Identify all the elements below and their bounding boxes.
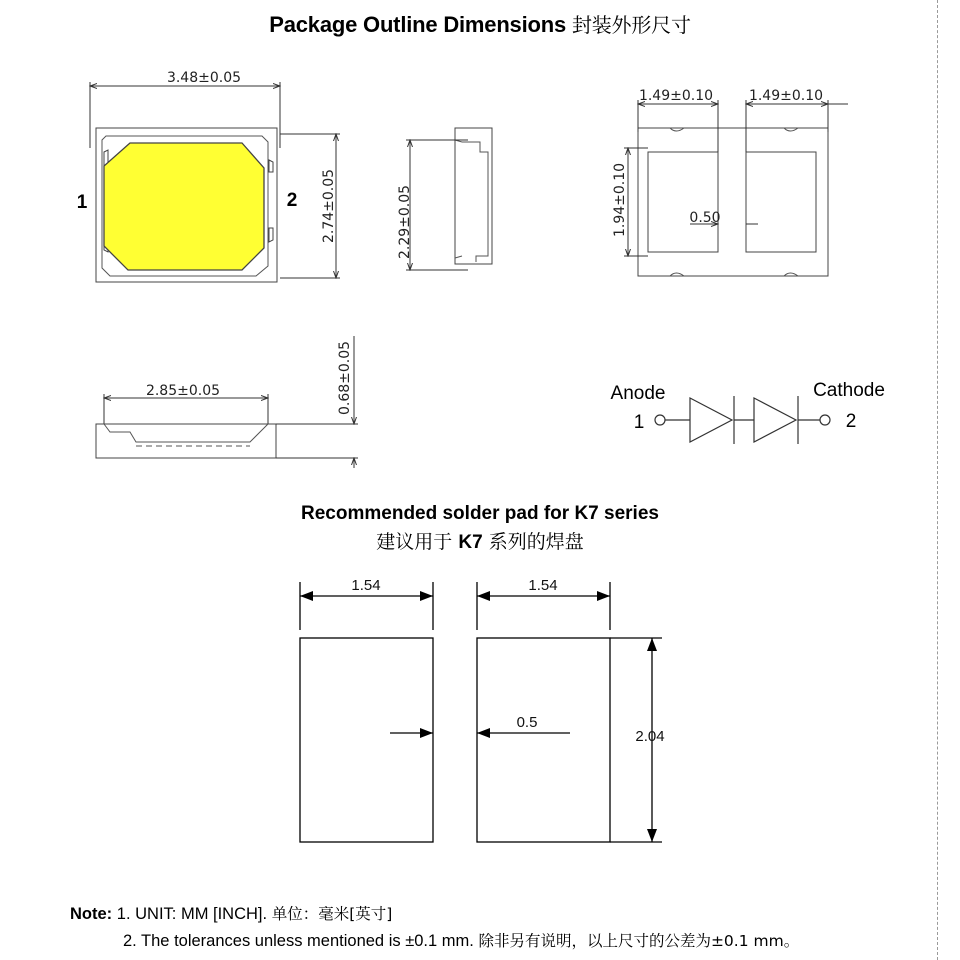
solder-pad-title-cn	[0, 527, 960, 554]
side-body	[455, 128, 492, 264]
note-label: Note:	[70, 905, 113, 923]
anode-terminal	[655, 415, 665, 425]
page-title-en: Package Outline Dimensions	[269, 12, 567, 37]
diode-triangle-1	[690, 398, 732, 442]
top-view-width-label: 3.48±0.05	[166, 70, 242, 86]
solder-pad-height-label: 2.04	[635, 728, 665, 745]
pin-2-label: 2	[286, 190, 298, 211]
bottom-pad-left-width-label: 1.49±0.10	[638, 88, 714, 104]
front-body	[96, 424, 276, 458]
cathode-terminal	[820, 415, 830, 425]
bottom-gap-label: 0.50	[689, 210, 721, 226]
note-1-cn: 单位：毫米[英寸]	[271, 905, 393, 923]
front-length-label: 2.85±0.05	[145, 383, 221, 399]
solder-pad-right	[477, 638, 610, 842]
top-view	[90, 82, 340, 282]
pin-1-label: 1	[76, 192, 88, 213]
solder-pad-left	[300, 638, 433, 842]
diode-triangle-2	[754, 398, 796, 442]
solder-pad-title: Recommended solder pad for K7 series	[301, 503, 659, 524]
note-2-cn: 除非另有说明，以上尺寸的公差为±0.1 mm。	[478, 932, 800, 950]
note-1-en: 1. UNIT: MM [INCH].	[116, 905, 268, 923]
side-view-height-label: 2.29±0.05	[397, 184, 413, 260]
solder-gap-label: 0.5	[516, 714, 538, 731]
bottom-pad-right-width-label: 1.49±0.10	[748, 88, 824, 104]
note-2-en: 2. The tolerances unless mentioned is ±0.1 mm.	[123, 932, 474, 950]
solder-pad-drawing	[300, 582, 665, 842]
cathode-label: Cathode	[813, 380, 885, 401]
solder-pad-title-cn-series: K7	[458, 532, 483, 553]
cathode-pin-number: 2	[845, 411, 857, 432]
bottom-pad-right	[746, 152, 816, 252]
pin-notches-right	[269, 160, 273, 242]
bottom-body	[638, 128, 828, 276]
page-title-cn: 封装外形尺寸	[571, 13, 691, 37]
diode-circuit	[655, 396, 830, 444]
phosphor-lens	[104, 143, 264, 270]
solder-pad-title-cn-suffix: 系列的焊盘	[488, 531, 584, 553]
anode-pin-number: 1	[633, 412, 645, 433]
anode-label: Anode	[610, 383, 666, 404]
side-profile	[462, 142, 488, 262]
solder-pad-left-width-label: 1.54	[351, 577, 381, 594]
note-line-2	[123, 929, 799, 951]
bottom-pad-left	[648, 152, 721, 252]
bottom-view	[624, 100, 848, 276]
top-view-height-label: 2.74±0.05	[321, 168, 337, 244]
solder-pad-title-cn-prefix: 建议用于	[376, 531, 453, 553]
front-view	[96, 336, 358, 468]
solder-pad-right-width-label: 1.54	[528, 577, 558, 594]
front-thickness-label: 0.68±0.05	[337, 340, 353, 416]
side-view	[406, 128, 492, 270]
note-line-1	[70, 902, 392, 924]
bottom-pad-height-label: 1.94±0.10	[612, 162, 628, 238]
